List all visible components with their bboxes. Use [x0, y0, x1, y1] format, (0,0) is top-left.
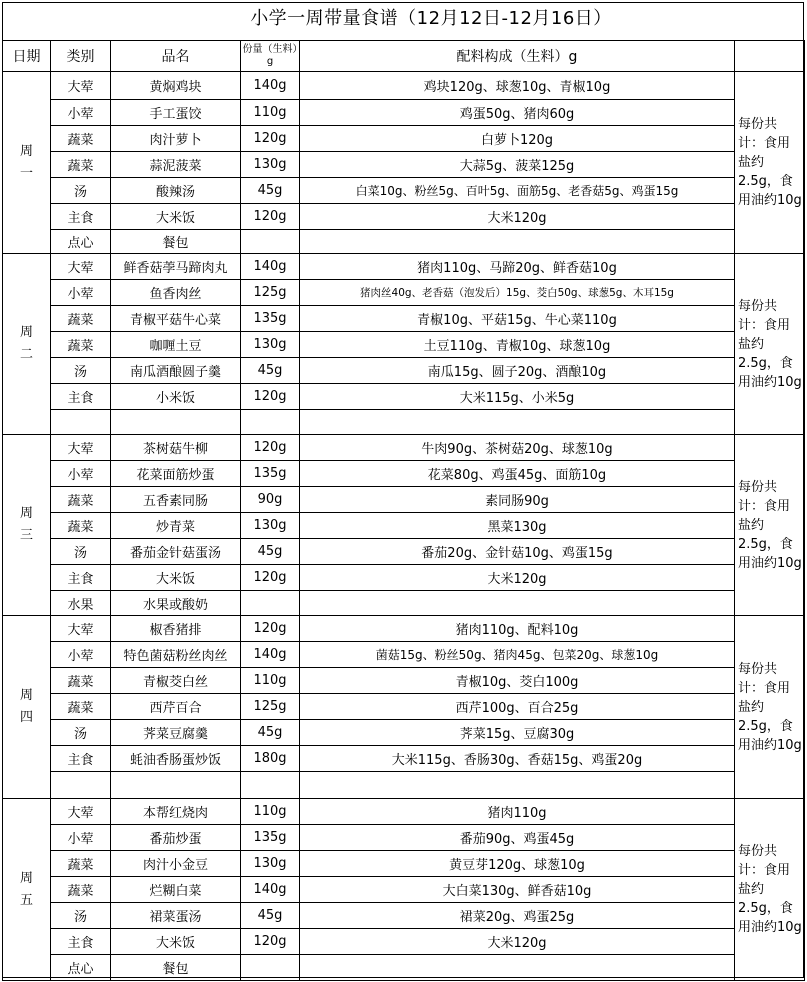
menu-table-body — [3, 41, 805, 981]
ingredients-cell: 白萝卜120g — [300, 126, 735, 152]
menu-row — [3, 204, 805, 230]
quantity-cell: 120g — [241, 565, 300, 591]
ingredients-cell: 南瓜15g、圆子20g、酒酿10g — [300, 358, 735, 384]
menu-table — [2, 40, 805, 981]
menu-row — [3, 877, 805, 903]
category-cell: 小荤 — [51, 280, 111, 306]
quantity-cell: 120g — [241, 929, 300, 955]
ingredients-cell: 素同肠90g — [300, 487, 735, 513]
quantity-cell: 135g — [241, 306, 300, 332]
ingredients-cell: 裙菜20g、鸡蛋25g — [300, 903, 735, 929]
ingredients-cell: 菌菇15g、粉丝50g、猪肉45g、包菜20g、球葱10g — [300, 642, 735, 668]
quantity-cell: 120g — [241, 435, 300, 461]
category-cell: 大荤 — [51, 435, 111, 461]
dish-cell: 大米饭 — [111, 204, 241, 230]
category-cell: 水果 — [51, 591, 111, 616]
category-cell: 小荤 — [51, 825, 111, 851]
ingredients-cell: 花菜80g、鸡蛋45g、面筋10g — [300, 461, 735, 487]
ingredients-cell: 鸡蛋50g、猪肉60g — [300, 100, 735, 126]
dish-cell: 南瓜酒酿圆子羹 — [111, 358, 241, 384]
quantity-cell: 120g — [241, 204, 300, 230]
nutrition-note: 每份共计：食用盐约2.5g，食用油约10g — [735, 616, 805, 799]
quantity-cell: 130g — [241, 513, 300, 539]
menu-row — [3, 539, 805, 565]
menu-row — [3, 591, 805, 616]
dish-cell: 炒青菜 — [111, 513, 241, 539]
ingredients-cell: 青椒10g、平菇15g、牛心菜110g — [300, 306, 735, 332]
menu-row — [3, 746, 805, 772]
menu-row — [3, 126, 805, 152]
ingredients-cell: 大米115g、香肠30g、香菇15g、鸡蛋20g — [300, 746, 735, 772]
nutrition-note: 每份共计：食用盐约2.5g，食用油约10g — [735, 72, 805, 254]
menu-row — [3, 903, 805, 929]
menu-row — [3, 384, 805, 410]
category-cell — [51, 772, 111, 799]
dish-cell: 大米饭 — [111, 929, 241, 955]
ingredients-cell: 番茄90g、鸡蛋45g — [300, 825, 735, 851]
day-label-char: 周 — [19, 870, 33, 886]
quantity-cell — [241, 772, 300, 799]
menu-row — [3, 306, 805, 332]
quantity-cell: 45g — [241, 903, 300, 929]
dish-cell: 鱼香肉丝 — [111, 280, 241, 306]
category-cell: 汤 — [51, 178, 111, 204]
menu-row — [3, 410, 805, 435]
day-label-char: 周 — [19, 688, 33, 703]
day-label-char: 周 — [19, 506, 33, 521]
quantity-cell: 110g — [241, 100, 300, 126]
category-cell: 大荤 — [51, 254, 111, 280]
quantity-cell: 45g — [241, 539, 300, 565]
nutrition-note: 每份共计：食用盐约2.5g，食用油约10g — [735, 799, 805, 981]
header-note — [735, 41, 805, 72]
menu-row — [3, 72, 805, 100]
category-cell: 主食 — [51, 929, 111, 955]
ingredients-cell — [300, 230, 735, 254]
category-cell: 小荤 — [51, 642, 111, 668]
menu-row — [3, 955, 805, 981]
category-cell: 主食 — [51, 746, 111, 772]
dish-cell: 手工蛋饺 — [111, 100, 241, 126]
menu-row — [3, 280, 805, 306]
ingredients-cell: 大白菜130g、鲜香菇10g — [300, 877, 735, 903]
quantity-cell: 90g — [241, 487, 300, 513]
header-quantity: 份量（生料）g — [241, 41, 300, 72]
quantity-cell: 140g — [241, 254, 300, 280]
quantity-cell: 140g — [241, 72, 300, 100]
dish-cell: 青椒茭白丝 — [111, 668, 241, 694]
ingredients-cell: 大蒜5g、菠菜125g — [300, 152, 735, 178]
day-label-char: 一 — [19, 165, 33, 181]
header-dish: 品名 — [111, 41, 241, 72]
category-cell: 蔬菜 — [51, 513, 111, 539]
category-cell: 汤 — [51, 358, 111, 384]
day-label-char: 四 — [19, 710, 33, 725]
menu-row — [3, 152, 805, 178]
menu-row — [3, 254, 805, 280]
day-label-char: 三 — [19, 528, 33, 543]
dish-cell: 荠菜豆腐羹 — [111, 720, 241, 746]
quantity-cell: 110g — [241, 799, 300, 825]
ingredients-cell: 黄豆芽120g、球葱10g — [300, 851, 735, 877]
category-cell: 蔬菜 — [51, 152, 111, 178]
menu-row — [3, 487, 805, 513]
category-cell: 蔬菜 — [51, 694, 111, 720]
ingredients-cell: 荠菜15g、豆腐30g — [300, 720, 735, 746]
dish-cell: 酸辣汤 — [111, 178, 241, 204]
header-ingredients: 配料构成（生料）g — [300, 41, 735, 72]
dish-cell: 椒香猪排 — [111, 616, 241, 642]
quantity-cell: 130g — [241, 851, 300, 877]
ingredients-cell: 猪肉110g — [300, 799, 735, 825]
quantity-cell: 140g — [241, 877, 300, 903]
quantity-cell: 140g — [241, 642, 300, 668]
menu-row — [3, 825, 805, 851]
category-cell: 蔬菜 — [51, 877, 111, 903]
header-category: 类别 — [51, 41, 111, 72]
category-cell: 小荤 — [51, 461, 111, 487]
dish-cell: 青椒平菇牛心菜 — [111, 306, 241, 332]
quantity-cell: 130g — [241, 332, 300, 358]
dish-cell: 五香素同肠 — [111, 487, 241, 513]
dish-cell: 花菜面筋炒蛋 — [111, 461, 241, 487]
ingredients-cell: 大米120g — [300, 565, 735, 591]
menu-row — [3, 461, 805, 487]
category-cell: 蔬菜 — [51, 126, 111, 152]
header-row — [3, 41, 805, 72]
quantity-cell: 120g — [241, 384, 300, 410]
ingredients-cell: 番茄20g、金针菇10g、鸡蛋15g — [300, 539, 735, 565]
ingredients-cell: 土豆110g、青椒10g、球葱10g — [300, 332, 735, 358]
dish-cell: 咖喱土豆 — [111, 332, 241, 358]
ingredients-cell — [300, 410, 735, 435]
dish-cell: 水果或酸奶 — [111, 591, 241, 616]
dish-cell: 肉汁小金豆 — [111, 851, 241, 877]
ingredients-cell: 大米120g — [300, 204, 735, 230]
day-label-char: 周 — [19, 143, 33, 159]
category-cell: 汤 — [51, 720, 111, 746]
menu-row — [3, 851, 805, 877]
menu-row — [3, 565, 805, 591]
category-cell: 主食 — [51, 384, 111, 410]
day-label-char: 五 — [19, 892, 33, 908]
menu-row — [3, 100, 805, 126]
quantity-cell: 180g — [241, 746, 300, 772]
menu-row — [3, 178, 805, 204]
quantity-cell: 125g — [241, 280, 300, 306]
menu-row — [3, 694, 805, 720]
menu-row — [3, 642, 805, 668]
category-cell: 小荤 — [51, 100, 111, 126]
quantity-cell — [241, 410, 300, 435]
category-cell: 蔬菜 — [51, 332, 111, 358]
dish-cell — [111, 772, 241, 799]
quantity-cell: 135g — [241, 825, 300, 851]
ingredients-cell: 鸡块120g、球葱10g、青椒10g — [300, 72, 735, 100]
dish-cell: 茶树菇牛柳 — [111, 435, 241, 461]
nutrition-note: 每份共计：食用盐约2.5g，食用油约10g — [735, 254, 805, 435]
dish-cell: 裙菜蛋汤 — [111, 903, 241, 929]
category-cell: 大荤 — [51, 72, 111, 100]
dish-cell: 西芹百合 — [111, 694, 241, 720]
dish-cell: 大米饭 — [111, 565, 241, 591]
quantity-cell: 130g — [241, 152, 300, 178]
day-cell — [3, 616, 51, 799]
dish-cell: 本帮红烧肉 — [111, 799, 241, 825]
ingredients-cell: 猪肉丝40g、老香菇（泡发后）15g、茭白50g、球葱5g、木耳15g — [300, 280, 735, 306]
ingredients-cell — [300, 955, 735, 981]
dish-cell: 烂糊白菜 — [111, 877, 241, 903]
page-title — [0, 0, 802, 38]
dish-cell: 蒜泥菠菜 — [111, 152, 241, 178]
quantity-cell: 110g — [241, 668, 300, 694]
day-label-char: 二 — [19, 347, 33, 362]
dish-cell: 黄焖鸡块 — [111, 72, 241, 100]
dish-cell: 特色菌菇粉丝肉丝 — [111, 642, 241, 668]
page-title-text: 小学一周带量食谱（12月12日-12月16日） — [250, 8, 612, 29]
category-cell: 主食 — [51, 204, 111, 230]
quantity-cell: 120g — [241, 126, 300, 152]
category-cell: 汤 — [51, 903, 111, 929]
menu-row — [3, 435, 805, 461]
category-cell: 主食 — [51, 565, 111, 591]
ingredients-cell: 猪肉110g、马蹄20g、鲜香菇10g — [300, 254, 735, 280]
dish-cell: 肉汁萝卜 — [111, 126, 241, 152]
quantity-cell — [241, 230, 300, 254]
category-cell: 汤 — [51, 539, 111, 565]
dish-cell: 鲜香菇荸马蹄肉丸 — [111, 254, 241, 280]
dish-cell: 番茄金针菇蛋汤 — [111, 539, 241, 565]
nutrition-note: 每份共计：食用盐约2.5g，食用油约10g — [735, 435, 805, 616]
quantity-cell — [241, 955, 300, 981]
day-cell — [3, 254, 51, 435]
ingredients-cell: 猪肉110g、配料10g — [300, 616, 735, 642]
day-cell — [3, 435, 51, 616]
menu-row — [3, 513, 805, 539]
ingredients-cell: 西芹100g、百合25g — [300, 694, 735, 720]
ingredients-cell: 白菜10g、粉丝5g、百叶5g、面筋5g、老香菇5g、鸡蛋15g — [300, 178, 735, 204]
dish-cell: 番茄炒蛋 — [111, 825, 241, 851]
dish-cell: 蚝油香肠蛋炒饭 — [111, 746, 241, 772]
category-cell — [51, 410, 111, 435]
category-cell: 点心 — [51, 230, 111, 254]
ingredients-cell — [300, 591, 735, 616]
menu-row — [3, 772, 805, 799]
menu-row — [3, 720, 805, 746]
quantity-cell: 135g — [241, 461, 300, 487]
menu-row — [3, 230, 805, 254]
dish-cell: 餐包 — [111, 230, 241, 254]
menu-row — [3, 616, 805, 642]
quantity-cell: 45g — [241, 720, 300, 746]
category-cell: 点心 — [51, 955, 111, 981]
ingredients-cell — [300, 772, 735, 799]
category-cell: 大荤 — [51, 799, 111, 825]
menu-row — [3, 358, 805, 384]
ingredients-cell: 青椒10g、茭白100g — [300, 668, 735, 694]
dish-cell — [111, 410, 241, 435]
category-cell: 蔬菜 — [51, 851, 111, 877]
menu-row — [3, 799, 805, 825]
quantity-cell — [241, 591, 300, 616]
menu-row — [3, 668, 805, 694]
dish-cell: 小米饭 — [111, 384, 241, 410]
category-cell: 蔬菜 — [51, 306, 111, 332]
ingredients-cell: 大米120g — [300, 929, 735, 955]
dish-cell: 餐包 — [111, 955, 241, 981]
ingredients-cell: 大米115g、小米5g — [300, 384, 735, 410]
quantity-cell: 120g — [241, 616, 300, 642]
ingredients-cell: 牛肉90g、茶树菇20g、球葱10g — [300, 435, 735, 461]
category-cell: 大荤 — [51, 616, 111, 642]
quantity-cell: 125g — [241, 694, 300, 720]
quantity-cell: 45g — [241, 358, 300, 384]
ingredients-cell: 黑菜130g — [300, 513, 735, 539]
header-date: 日期 — [3, 41, 51, 72]
menu-row — [3, 929, 805, 955]
menu-row — [3, 332, 805, 358]
day-label-char: 周 — [19, 325, 33, 340]
quantity-cell: 45g — [241, 178, 300, 204]
day-cell — [3, 799, 51, 981]
category-cell: 蔬菜 — [51, 668, 111, 694]
category-cell: 蔬菜 — [51, 487, 111, 513]
day-cell — [3, 72, 51, 254]
